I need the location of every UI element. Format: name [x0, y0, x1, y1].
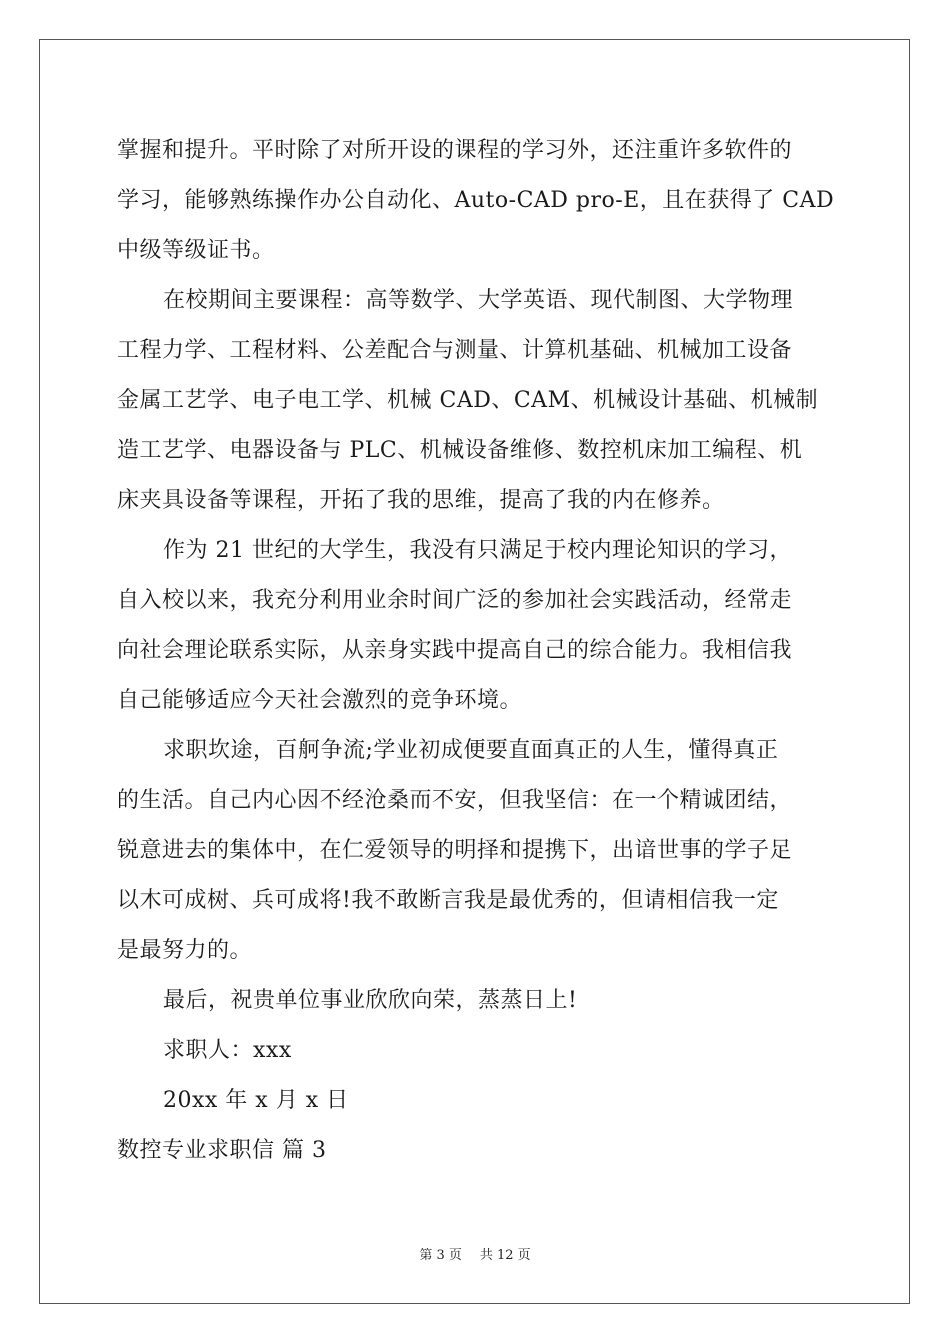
paragraph [117, 976, 837, 1026]
text-line: 造工艺学、电器设备与 PLC、机械设备维修、数控机床加工编程、机 [117, 438, 803, 463]
text-line: 是最努力的。 [117, 938, 253, 963]
text-line: 向社会理论联系实际，从亲身实践中提高自己的综合能力。我相信我 [117, 638, 793, 663]
current-page-number: 第 3 页 [419, 1248, 462, 1263]
text-line: 在校期间主要课程：高等数学、大学英语、现代制图、大学物理 [163, 288, 794, 313]
text-line: 求职坎途，百舸争流;学业初成便要直面真正的人生，懂得真正 [163, 738, 779, 763]
paragraph [117, 526, 837, 726]
text-line: 工程力学、工程材料、公差配合与测量、计算机基础、机械加工设备 [117, 338, 793, 363]
text-line: 作为 21 世纪的大学生，我没有只满足于校内理论知识的学习， [163, 538, 792, 563]
text-line: 以木可成树、兵可成将!我不敢断言我是最优秀的，但请相信我一定 [117, 888, 779, 913]
text-line: 锐意进去的集体中，在仁爱领导的明择和提携下，出谙世事的学子足 [117, 838, 793, 863]
text-line: 中级等级证书。 [117, 238, 275, 263]
text-line: 最后，祝贵单位事业欣欣向荣，蒸蒸日上! [163, 988, 578, 1013]
document-body [117, 126, 837, 1176]
text-line: 掌握和提升。平时除了对所开设的课程的学习外，还注重许多软件的 [117, 138, 793, 163]
page-footer [0, 1244, 950, 1263]
text-line: 金属工艺学、电子电工学、机械 CAD、CAM、机械设计基础、机械制 [117, 388, 819, 413]
text-line: 数控专业求职信 篇 3 [117, 1138, 327, 1163]
text-line: 床夹具设备等课程，开拓了我的思维，提高了我的内在修养。 [117, 488, 725, 513]
text-line: 的生活。自己内心因不经沧桑而不安，但我坚信：在一个精诚团结， [117, 788, 793, 813]
total-page-count: 共 12 页 [479, 1248, 531, 1263]
paragraph [117, 276, 837, 526]
paragraph [117, 1026, 837, 1076]
text-line: 学习，能够熟练操作办公自动化、Auto-CAD pro-E，且在获得了 CAD [117, 188, 835, 213]
text-line: 求职人：xxx [163, 1038, 292, 1063]
paragraph [117, 1126, 837, 1176]
paragraph [117, 726, 837, 976]
text-line: 自己能够适应今天社会激烈的竞争环境。 [117, 688, 523, 713]
text-line: 20xx 年 x 月 x 日 [163, 1088, 349, 1113]
paragraph [117, 1076, 837, 1126]
paragraph [117, 126, 837, 276]
text-line: 自入校以来，我充分利用业余时间广泛的参加社会实践活动，经常走 [117, 588, 793, 613]
